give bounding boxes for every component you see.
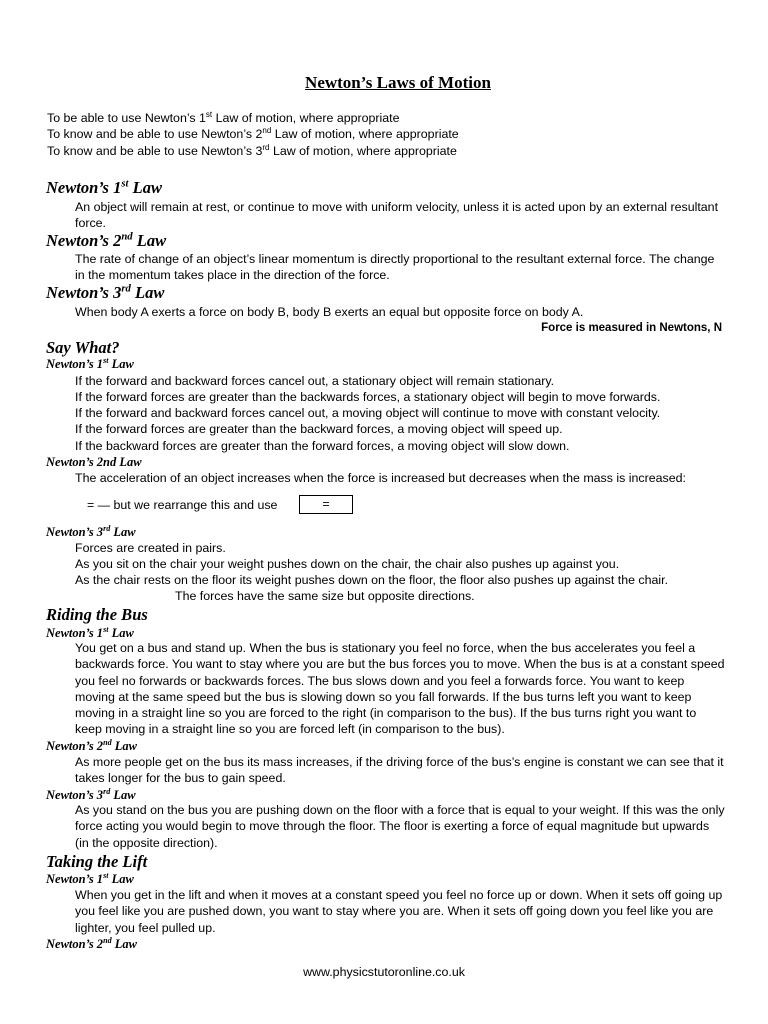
objective-1 xyxy=(47,110,400,126)
heading-text: Newton’s 1 xyxy=(46,872,104,886)
ordinal-suffix: rd xyxy=(121,282,131,295)
page-title: Newton’s Laws of Motion xyxy=(305,73,491,92)
ordinal-suffix: st xyxy=(103,355,109,365)
say-what-third-line: Forces are created in pairs. xyxy=(75,541,226,555)
bus-third-text: As you stand on the bus you are pushing down on the floor with a force that is equal to your weight. If this was the only force acting you would begin to move through the floor. The floor is exerting a force of equal magnitude but upwards (in the opposite direction). xyxy=(75,803,725,850)
heading-text: Law xyxy=(108,626,134,640)
formula-line: = — but we rearrange this and use xyxy=(87,498,278,512)
third-law-text: When body A exerts a force on body B, body B exerts an equal but opposite force on body A. xyxy=(75,305,584,319)
heading-text: Newton’s 1 xyxy=(46,626,104,640)
bus-first-text: You get on a bus and stand up. When the bus is stationary you feel no force, when the bus accelerates you feel a backwards force. You want to stay where you are but the bus forces you to move. When the bus is at a constant speed you feel no forwards or backwards forces. The bus slows down and you feel a forwards force. You want to keep moving at the same speed but the bus is slowing down so you fall forwards. If the bus turns left you want to keep moving in a straight line so you are forced to the right (in comparison to the bus). If the bus turns right you want to keep moving in a straight line so you are forced left (in comparison to the bus). xyxy=(75,641,725,737)
objective-text: To know and be able to use Newton’s 2 xyxy=(47,127,263,141)
bus-first-law-heading xyxy=(46,625,134,641)
ordinal-suffix: nd xyxy=(121,230,133,243)
footer-url: www.physicstutoronline.co.uk xyxy=(303,965,465,979)
heading-text: Law xyxy=(110,525,136,539)
heading-text: Newton’s 3 xyxy=(46,525,104,539)
say-what-second-law-heading: Newton’s 2nd Law xyxy=(46,455,142,469)
ordinal-suffix: nd xyxy=(103,935,112,945)
heading-text: Law xyxy=(128,178,162,197)
lift-first-text: When you get in the lift and when it moves at a constant speed you feel no force up or down. When it sets off going up you feel like you are pushed down, you want to stay where you are. When it sets off going down you feel like you are lighter, you feel pulled up. xyxy=(75,888,723,935)
heading-text: Newton’s 3 xyxy=(46,788,104,802)
heading-text: Law xyxy=(111,739,137,753)
heading-text: Newton’s 3 xyxy=(46,283,122,302)
third-law-heading xyxy=(46,283,164,303)
lift-first-law-heading xyxy=(46,871,134,887)
say-what-first-line: If the forward and backward forces cancel out, a stationary object will remain stationary. xyxy=(75,374,555,388)
say-what-first-line: If the forward forces are greater than the backward forces, a moving object will speed up. xyxy=(75,422,563,436)
ordinal-suffix: st xyxy=(121,177,129,190)
say-what-third-line: As you sit on the chair your weight pushes down on the chair, the chair also pushes up against you. xyxy=(75,557,620,571)
ordinal-suffix: nd xyxy=(103,737,112,747)
ordinal-suffix: st xyxy=(205,109,213,119)
heading-text: Law xyxy=(110,788,136,802)
say-what-heading: Say What? xyxy=(46,338,120,357)
heading-text: Newton’s 2 xyxy=(46,231,122,250)
ordinal-suffix: rd xyxy=(103,523,111,533)
lift-heading: Taking the Lift xyxy=(46,852,148,871)
heading-text: Law xyxy=(108,872,134,886)
heading-text: Law xyxy=(132,231,167,250)
objective-text: Law of motion, where appropriate xyxy=(271,127,459,141)
second-law-text: The rate of change of an object’s linear momentum is directly proportional to the resultant external force. The change in the momentum takes place in the direction of the force. xyxy=(75,252,715,283)
lift-second-law-heading xyxy=(46,936,137,952)
ordinal-suffix: nd xyxy=(262,125,272,135)
heading-text: Law xyxy=(108,357,134,371)
ordinal-suffix: st xyxy=(103,624,109,634)
ordinal-suffix: rd xyxy=(262,142,270,152)
objective-2 xyxy=(47,126,459,142)
objective-text: To be able to use Newton’s 1 xyxy=(47,111,206,125)
heading-text: Newton’s 1 xyxy=(46,178,122,197)
formula-box: = xyxy=(299,495,353,514)
say-what-third-line: As the chair rests on the floor its weight pushes down on the floor, the floor also pushes up against the chair. xyxy=(75,573,669,587)
say-what-third-law-heading xyxy=(46,524,136,540)
bus-heading: Riding the Bus xyxy=(46,605,148,624)
bus-third-law-heading xyxy=(46,787,136,803)
objective-text: Law of motion, where appropriate xyxy=(269,144,457,158)
bus-second-law-heading xyxy=(46,738,137,754)
units-note: Force is measured in Newtons, N xyxy=(541,322,722,334)
say-what-first-line: If the forward forces are greater than the backwards forces, a stationary object will begin to move forwards. xyxy=(75,390,661,404)
bus-second-text: As more people get on the bus its mass increases, if the driving force of the bus’s engine is constant we can see that it takes longer for the bus to gain speed. xyxy=(75,755,724,786)
say-what-first-law-heading xyxy=(46,356,134,372)
heading-text: Law xyxy=(111,937,137,951)
objective-text: To know and be able to use Newton’s 3 xyxy=(47,144,263,158)
heading-text: Newton’s 1 xyxy=(46,357,104,371)
first-law-text: An object will remain at rest, or continue to move with uniform velocity, unless it is acted upon by an external resultant force. xyxy=(75,200,719,231)
first-law-heading xyxy=(46,178,162,198)
say-what-third-summary: The forces have the same size but opposite directions. xyxy=(175,589,475,603)
heading-text: Newton’s 2 xyxy=(46,937,104,951)
ordinal-suffix: rd xyxy=(103,786,111,796)
objective-3 xyxy=(47,143,457,159)
heading-text: Newton’s 2 xyxy=(46,739,104,753)
heading-text: Law xyxy=(130,283,165,302)
second-law-heading xyxy=(46,231,166,251)
objective-text: Law of motion, where appropriate xyxy=(212,111,400,125)
say-what-first-line: If the backward forces are greater than the forward forces, a moving object will slow down. xyxy=(75,439,570,453)
ordinal-suffix: st xyxy=(103,870,109,880)
say-what-first-line: If the forward and backward forces cancel out, a moving object will continue to move with constant velocity. xyxy=(75,406,661,420)
say-what-second-text: The acceleration of an object increases when the force is increased but decreases when the mass is increased: xyxy=(75,471,686,485)
